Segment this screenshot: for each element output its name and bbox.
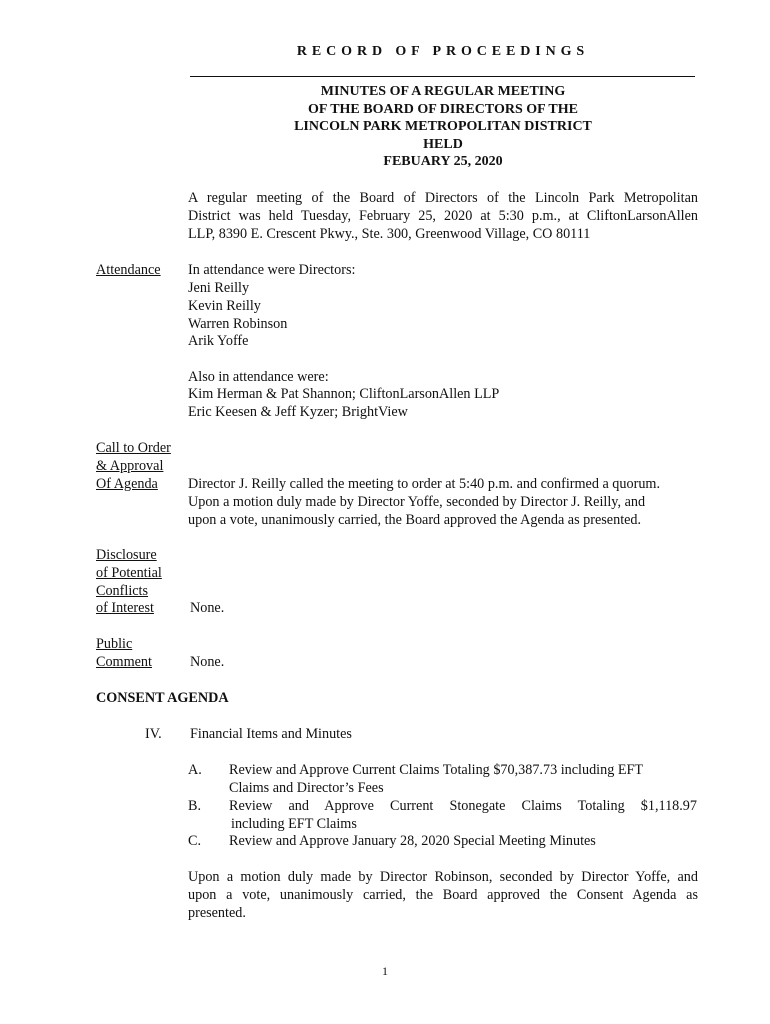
consent-motion-text: Upon a motion duly made by Director Robinson, seconded by Director Yoffe, and	[188, 869, 698, 885]
disclosure-label: Conflicts	[96, 583, 149, 599]
item-text: including EFT Claims	[231, 816, 357, 832]
intro-line: LLP, 8390 E. Crescent Pkwy., Ste. 300, Greenwood Village, CO 80111	[188, 226, 591, 242]
consent-motion-text: presented.	[188, 905, 246, 921]
also-attendance-heading: Also in attendance were:	[188, 369, 329, 385]
title-line: MINUTES OF A REGULAR MEETING	[320, 84, 566, 99]
item-letter: A.	[188, 762, 202, 778]
title-line: HELD	[423, 136, 463, 152]
minutes-title-block	[188, 83, 698, 171]
disclosure-text: None.	[190, 600, 225, 616]
title-line: FEBUARY 25, 2020	[383, 154, 503, 170]
header-rule	[190, 76, 695, 77]
title-line: LINCOLN PARK METROPOLITAN DISTRICT	[294, 119, 592, 135]
section-number: IV.	[145, 726, 162, 742]
section-title: Financial Items and Minutes	[190, 726, 352, 742]
also-attendee: Eric Keesen & Jeff Kyzer; BrightView	[188, 404, 408, 420]
intro-line: A regular meeting of the Board of Directors of the Lincoln Park Metropolitan	[188, 190, 698, 206]
item-letter: C.	[188, 833, 202, 849]
call-to-order-text: Director J. Reilly called the meeting to order at 5:40 p.m. and confirmed a quorum.	[188, 476, 660, 492]
public-comment-text: None.	[190, 654, 225, 670]
public-comment-label: Public	[96, 636, 133, 652]
page-number: 1	[382, 964, 388, 978]
directors-heading: In attendance were Directors:	[188, 262, 356, 278]
call-to-order-text: upon a vote, unanimously carried, the Board approved the Agenda as presented.	[188, 512, 642, 528]
intro-line: District was held Tuesday, February 25, 2020 at 5:30 p.m., at CliftonLarsonAllen	[188, 208, 698, 224]
document-header-title: RECORD OF PROCEEDINGS	[296, 44, 590, 59]
disclosure-label: of Potential	[96, 565, 162, 581]
item-text: Review and Approve Current Claims Totaling $70,387.73 including EFT	[229, 762, 644, 778]
public-comment-label: Comment	[96, 654, 152, 670]
consent-motion-text: upon a vote, unanimously carried, the Board approved the Consent Agenda as	[188, 887, 698, 903]
director-name: Warren Robinson	[188, 316, 288, 332]
call-to-order-label: Of Agenda	[96, 476, 158, 492]
consent-agenda-heading: CONSENT AGENDA	[96, 690, 229, 706]
call-to-order-text: Upon a motion duly made by Director Yoffe, seconded by Director J. Reilly, and	[188, 494, 646, 510]
attendance-label: Attendance	[96, 262, 161, 278]
call-to-order-label: & Approval	[96, 458, 164, 474]
disclosure-label: Disclosure	[96, 547, 157, 563]
director-name: Arik Yoffe	[188, 333, 249, 349]
also-attendee: Kim Herman & Pat Shannon; CliftonLarsonAllen LLP	[188, 386, 500, 402]
item-text: Review and Approve Current Stonegate Claims Totaling $1,118.97	[229, 798, 697, 814]
title-line: OF THE BOARD OF DIRECTORS OF THE	[308, 101, 578, 117]
item-text: Review and Approve January 28, 2020 Special Meeting Minutes	[229, 833, 596, 849]
item-text: Claims and Director’s Fees	[229, 780, 384, 796]
call-to-order-label: Call to Order	[96, 440, 171, 456]
disclosure-label: of Interest	[96, 600, 154, 616]
item-letter: B.	[188, 798, 202, 814]
director-name: Kevin Reilly	[188, 298, 261, 314]
director-name: Jeni Reilly	[188, 280, 250, 296]
